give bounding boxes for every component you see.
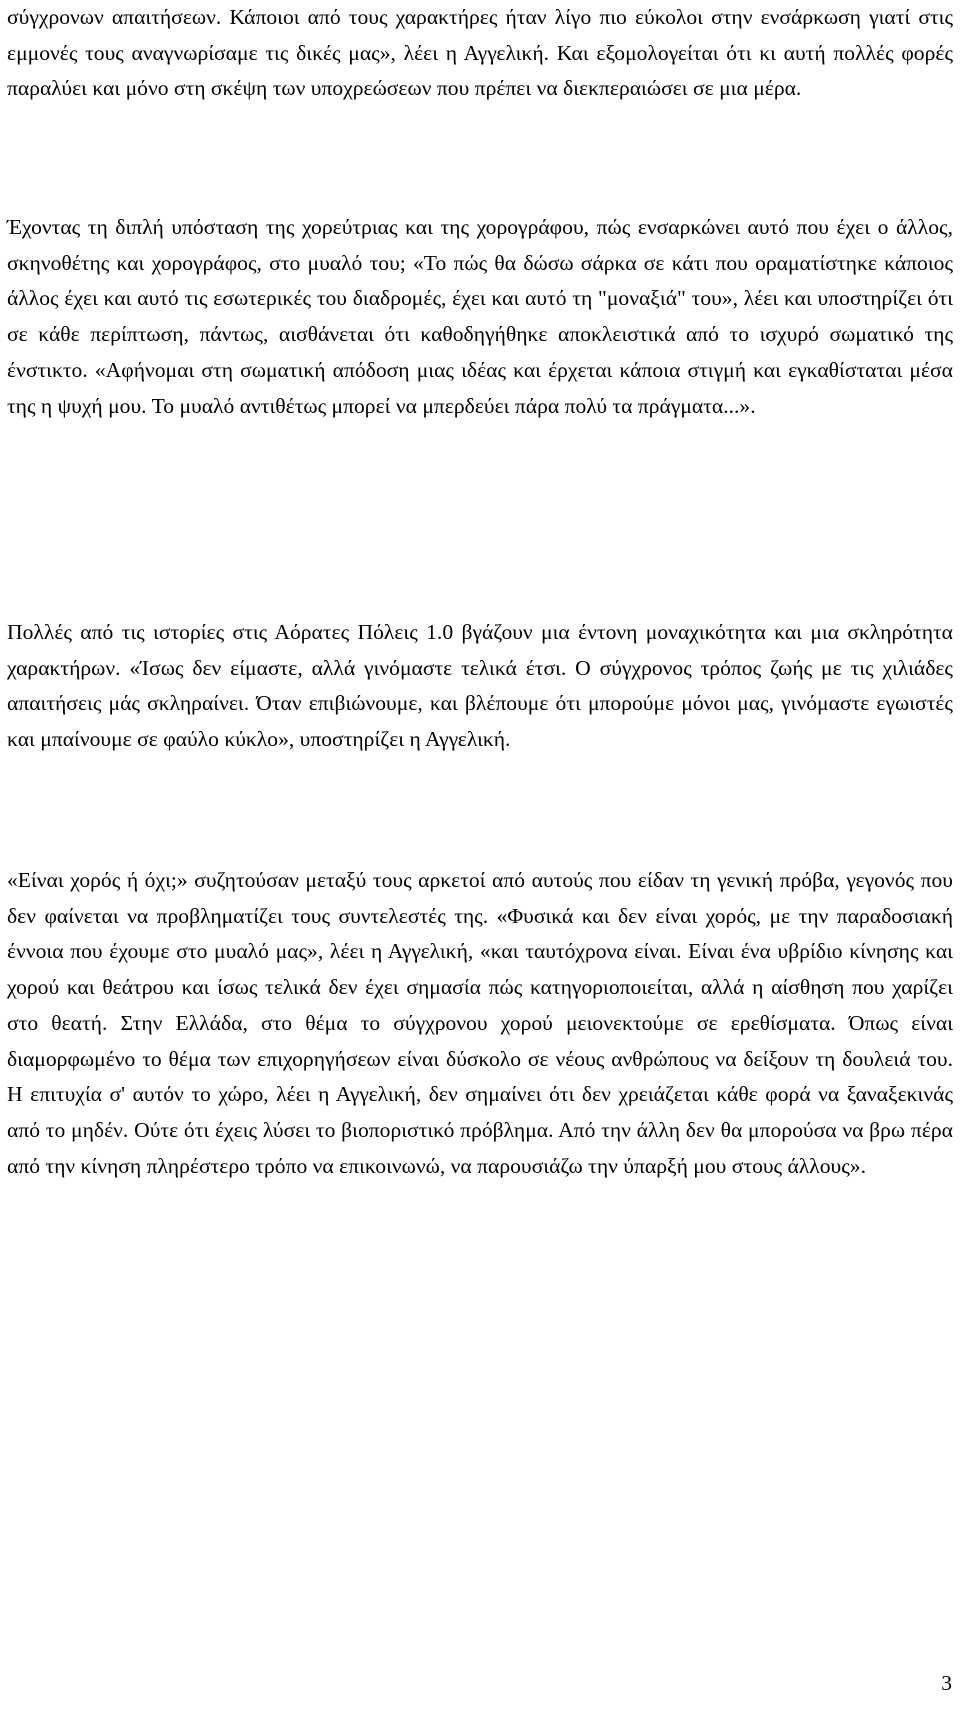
page-number: 3	[941, 1671, 952, 1695]
paragraph-4: «Είναι χορός ή όχι;» συζητούσαν μεταξύ τους αρκετοί από αυτούς που είδαν τη γενική πρόβα, γεγονός που δεν φαίνεται να προβληματίζει τους συντελεστές της. «Φυσικά και δεν είναι χορός, με την παραδοσιακή έννοια που έχουμε στο μυαλό μας», λέει η Αγγελική, «και ταυτόχρονα είναι. Είναι ένα υβρίδιο κίνησης και χορού και θεάτρου και ίσως τελικά δεν έχει σημασία πώς κατηγοριοποιείται, αλλά η αίσθηση που χαρίζει στο θεατή. Στην Ελλάδα, στο θέμα το σύγχρονου χορού μειονεκτούμε σε ερεθίσματα. Όπως είναι διαμορφωμένο το θέμα των επιχορηγήσεων είναι δύσκολο σε νέους ανθρώπους να δείξουν τη δουλειά του. Η επιτυχία σ' αυτόν το χώρο, λέει η Αγγελική, δεν σημαίνει ότι δεν χρειάζεται κάθε φορά να ξαναξεκινάς από το μηδέν. Ούτε ότι έχεις λύσει το βιοποριστικό πρόβλημα. Από την άλλη δεν θα μπορούσα να βρω πέρα από την κίνηση πληρέστερο τρόπο να επικοινωνώ, να παρουσιάζω την ύπαρξή μου στους άλλους».	[7, 868, 953, 1178]
paragraph-1: σύγχρονων απαιτήσεων. Κάποιοι από τους χαρακτήρες ήταν λίγο πιο εύκολοι στην ενσάρκωση γιατί στις εμμονές τους αναγνωρίσαμε τις δικές μας», λέει η Αγγελική. Και εξομολογείται ότι κι αυτή πολλές φορές παραλύει και μόνο στη σκέψη των υποχρεώσεων που πρέπει να διεκπεραιώσει σε μια μέρα.	[7, 5, 953, 101]
paragraph-3: Πολλές από τις ιστορίες στις Αόρατες Πόλεις 1.0 βγάζουν μια έντονη μοναχικότητα και μια σκληρότητα χαρακτήρων. «Ίσως δεν είμαστε, αλλά γινόμαστε τελικά έτσι. Ο σύγχρονος τρόπος ζωής με τις χιλιάδες απαιτήσεις μάς σκληραίνει. Όταν επιβιώνουμε, και βλέπουμε ότι μπορούμε μόνοι μας, γινόμαστε εγωιστές και μπαίνουμε σε φαύλο κύκλο», υποστηρίζει η Αγγελική.	[7, 620, 953, 752]
paragraph-2: Έχοντας τη διπλή υπόσταση της χορεύτριας και της χορογράφου, πώς ενσαρκώνει αυτό που έχει ο άλλος, σκηνοθέτης και χορογράφος, στο μυαλό του; «Το πώς θα δώσω σάρκα σε κάτι που οραματίστηκε κάποιος άλλος έχει και αυτό τις εσωτερικές του διαδρομές, έχει και αυτό τη "μοναξιά" του», λέει και υποστηρίζει ότι σε κάθε περίπτωση, πάντως, αισθάνεται ότι καθοδηγήθηκε αποκλειστικά από το ισχυρό σωματικό της ένστικτο. «Αφήνομαι στη σωματική απόδοση μιας ιδέας και έρχεται κάποια στιγμή και εγκαθίσταται μέσα της η ψυχή μου. Το μυαλό αντιθέτως μπορεί να μπερδεύει πάρα πολύ τα πράγματα...».	[7, 215, 953, 418]
